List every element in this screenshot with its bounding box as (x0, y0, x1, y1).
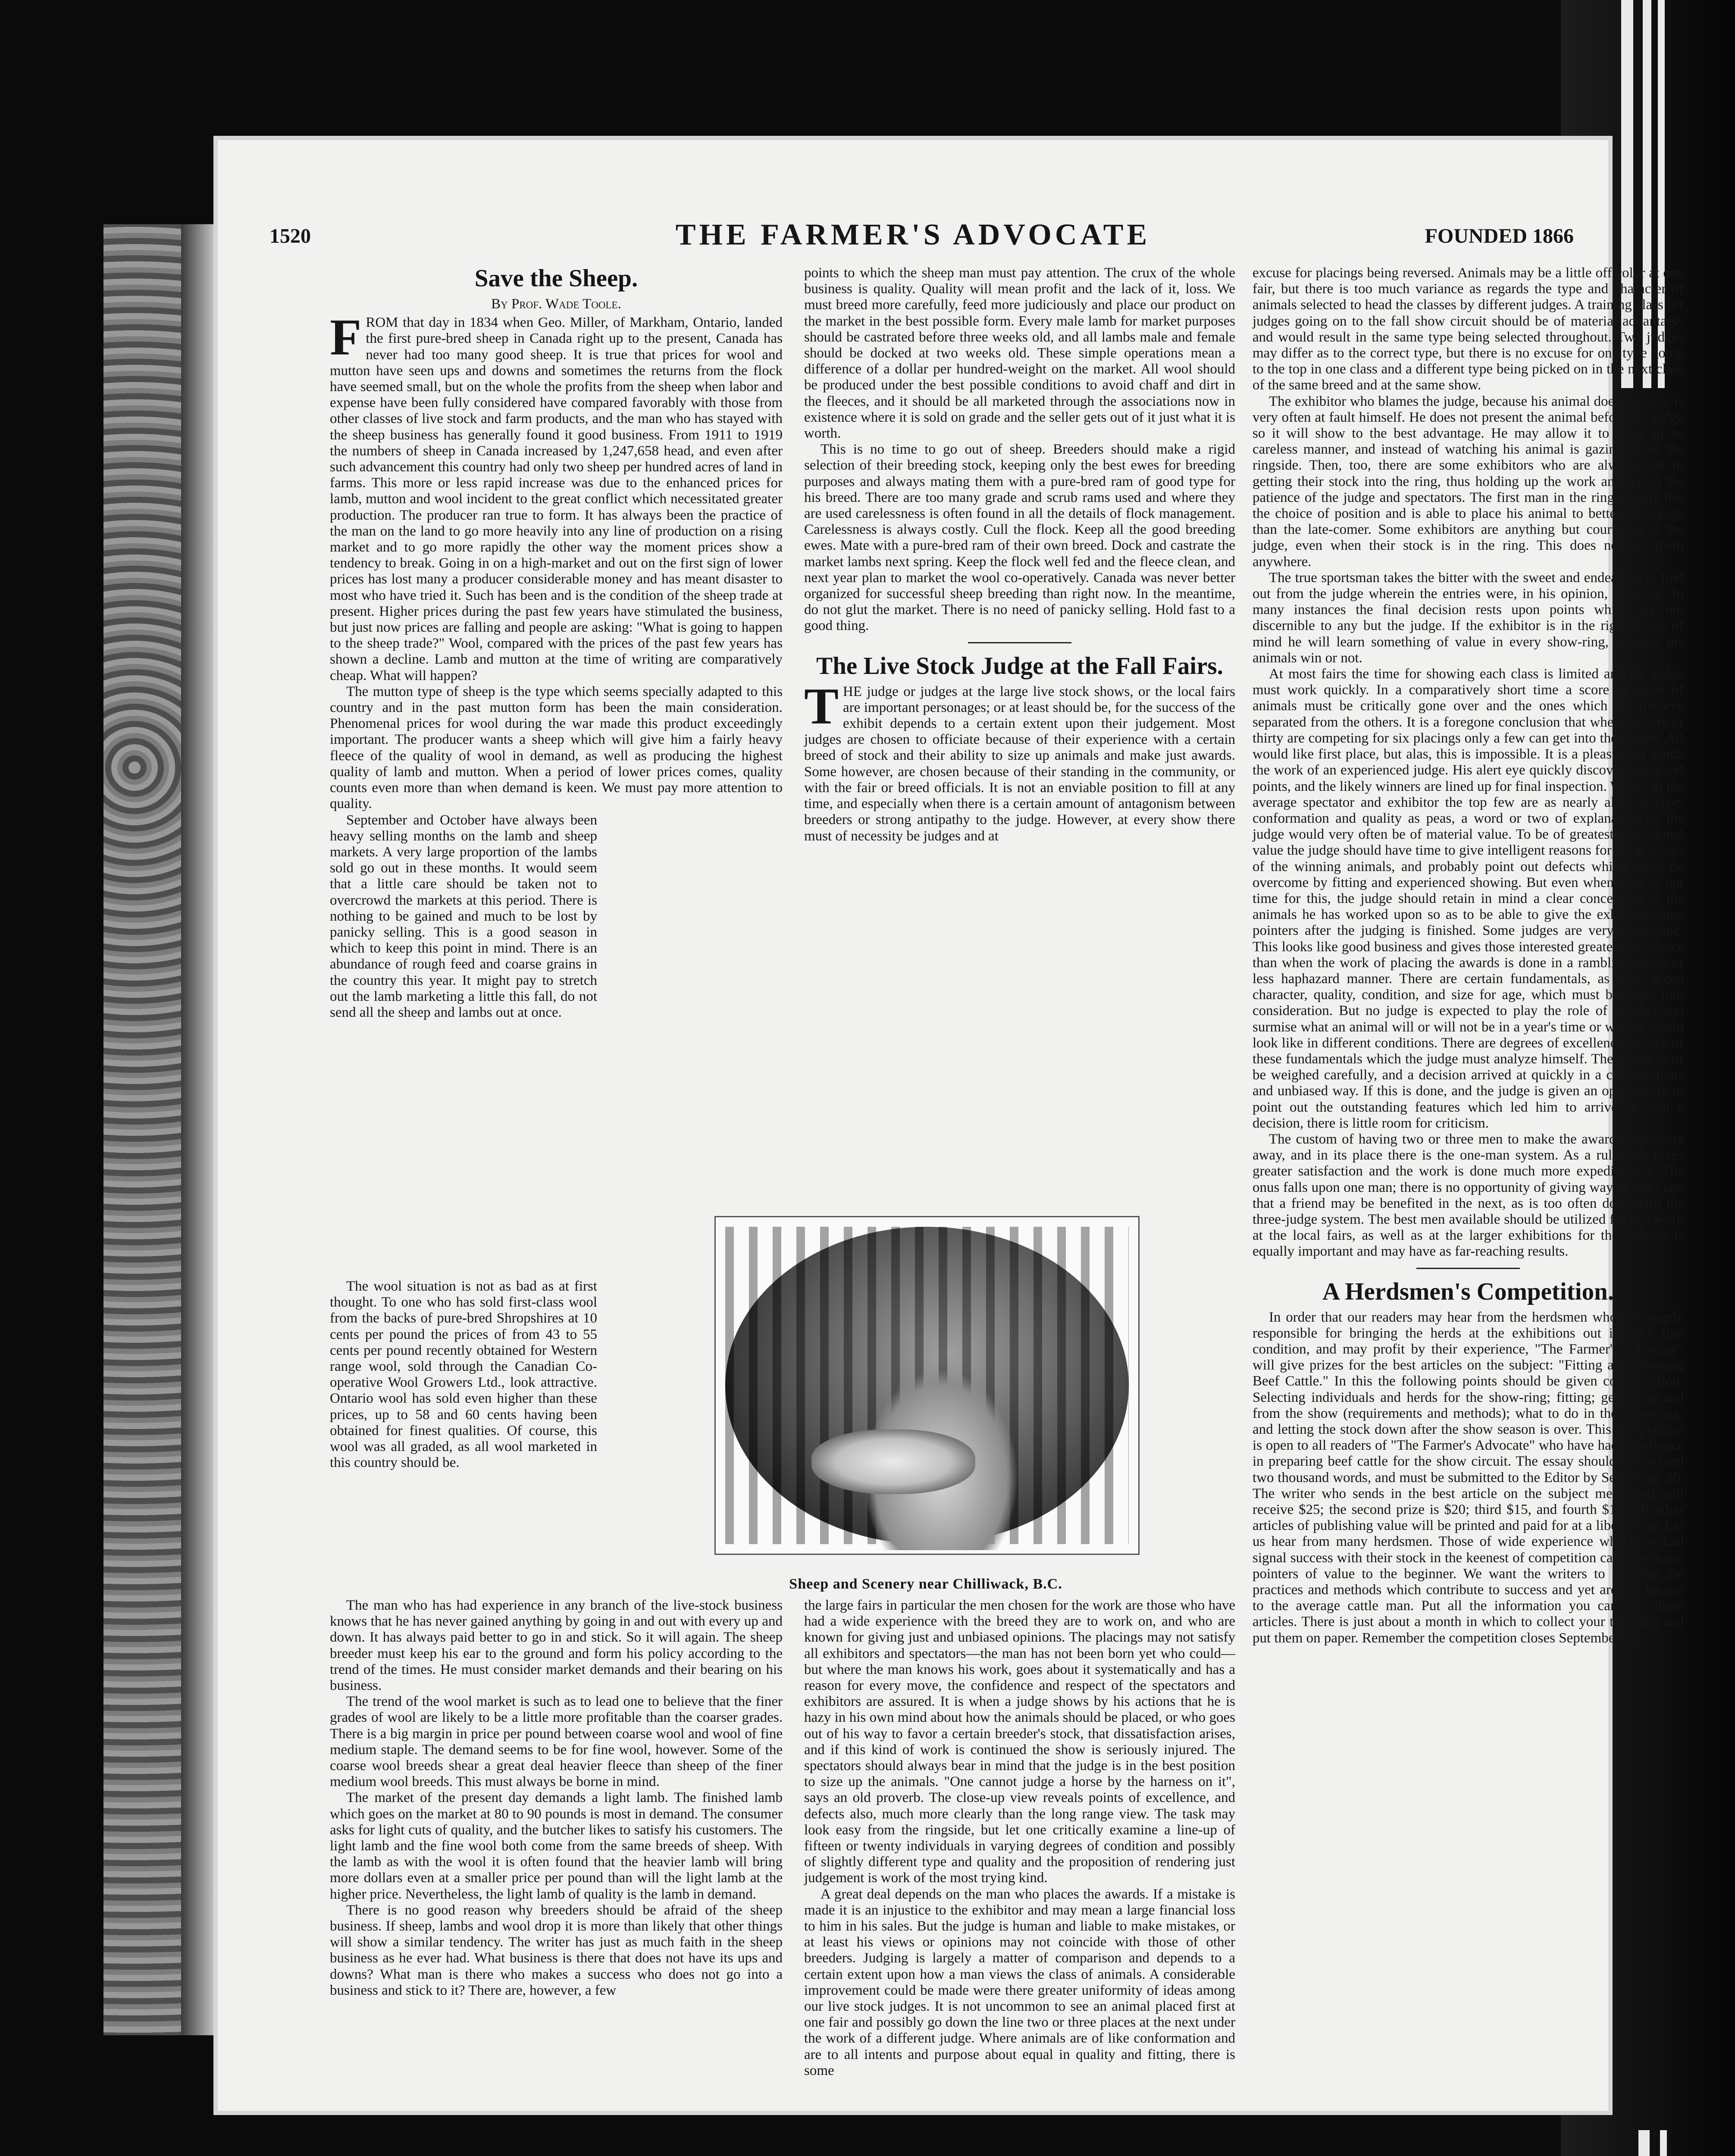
article-paragraph: the large fairs in particular the men chosen for the work are those who have had a wide experience with the breed they are to work on, and who are known for giving just and unbiased opinions. The placings may not satisfy all exhibitors and spectators—the man has not been born yet who could—but where the man knows his work, goes about it systematically and has a reason for every move, the confidence and respect of the spectators and exhibitors are assured. It is when a judge shows by his actions that he is hazy in his own mind about how the animals should be placed, or who goes out of his way to favor a certain breeder's stock, that dissatisfaction arises, and if this kind of work is continued the show is seriously injured. The spectators should always bear in mind that the judge is in the best position to size up the animals. "One cannot judge a horse by the harness on it", says an old proverb. The close-up view reveals points of excellence, and defects also, much more clearly than the long range view. The task may look easy from the ringside, but let one critically examine a line-up of fifteen or twenty individuals in varying degrees of condition and possibly of slightly different type and quality and the proposition of rendering just judgement is work of the most trying kind. (804, 1598, 1235, 1886)
article-paragraph: There is no good reason why breeders should be afraid of the sheep business. If sheep, lambs and wool drop it is more than likely that other things will show a similar tendency. The writer has just as much faith in the sheep business as he ever had. What business is there that does not have its ups and downs? What man is there who makes a success who does not go into a business and stick to it? There are, however, a few (330, 1902, 783, 1998)
scan-strip (1638, 2130, 1650, 2156)
book-hinge (181, 224, 219, 2035)
sheep-photo (714, 1216, 1140, 1555)
article-title-herdsmens-competition: A Herdsmen's Competition. (1322, 1278, 1614, 1305)
drop-cap: T (804, 677, 839, 735)
article-paragraph: The true sportsman takes the bitter with the sweet and endeavors to find out from the judge wherein the entries were, in his opinion, deficient. In many instances the final decision rests upon points which are not discernible to any but the judge. If the exhibitor is in the right frame of mind he will learn something of value in every show-ring, whether his animals win or not. (1253, 570, 1684, 666)
article-title-live-stock-judge: The Live Stock Judge at the Fall Fairs. (816, 652, 1223, 680)
oval-photo-frame (725, 1227, 1129, 1544)
page-number: 1520 (269, 225, 311, 248)
byline: By Prof. Wade Toole. (491, 296, 621, 312)
article-paragraph: points to which the sheep man must pay attention. The crux of the whole business is quality. Quality will mean profit and the lack of it, loss. We must breed more carefully, feed more judiciously and place our product on the market in the best possible form. Every male lamb for market purposes should be castrated before three weeks old, and all lambs male and female should be docked at two weeks old. These simple operations mean a difference of a dollar per hundred-weight on the market. All wool should be produced under the best possible conditions to avoid chaff and dirt in the fleeces, and it should be all marketed through the associations now in existence where it is sold on grade and the seller gets out of it just what it is worth. (804, 265, 1235, 442)
article-paragraph: excuse for placings being reversed. Animals may be a little off color at one fair, but there is too much variance as regards the type and character of animals selected to head the classes by different judges. A training class for judges going on to the fall show circuit should be of material advantage, and would result in the same type being selected throughout. Two judges may differ as to the correct type, but there is no excuse for one type going to the top in one class and a different type being picked on in the next class of the same breed and at the same show. (1253, 265, 1684, 393)
newspaper-page (218, 140, 1684, 2111)
page-header (218, 140, 1608, 251)
founded-line: FOUNDED 1866 (1425, 225, 1574, 248)
section-divider (968, 642, 1071, 643)
column-1-narrow (330, 1279, 597, 1471)
column-1-lower (330, 1598, 783, 1999)
photo-caption: Sheep and Scenery near Chilliwack, B.C. (789, 1576, 1062, 1592)
column-2-lower (804, 1598, 1235, 2079)
article-title-save-the-sheep: Save the Sheep. (474, 265, 638, 292)
article-paragraph: This is no time to go out of sheep. Breeders should make a rigid selection of their breeding stock, keeping only the best ewes for breeding purposes and always mating them with a pure-bred ram of good type for his breed. There are too many grade and scrub rams used and where they are used carelessness is often found in all the details of flock management. Carelessness is always costly. Cull the flock. Keep all the good breeding ewes. Mate with a pure-bred ram of their own breed. Dock and castrate the market lambs next spring. Keep the flock well fed and the fleece clean, and next year plan to market the wool co-operatively. Canada was never better organized for successful sheep breeding than right now. In the meantime, do not glut the market. There is no need of panicky selling. Hold fast to a good thing. (804, 442, 1235, 634)
article-paragraph: The exhibitor who blames the judge, because his animal does not win, is very often at fault himself. He does not present the animal before the judge so it will show to the best advantage. He may allow it to stand in an careless manner, and instead of watching his animal is gazing about the ringside. Then, too, there are some exhibitors who are always late in getting their stock into the ring, thus holding up the work and trying the patience of the judge and spectators. The first man in the ring usually has the choice of position and is able to place his animal to better advantage than the late-comer. Some exhibitors are anything but courteous to the judge, even when their stock is in the ring. This does not get them anywhere. (1253, 393, 1684, 570)
article-paragraph: In order that our readers may hear from the herdsmen who are largely responsible for bringing the herds at the exhibitions out in such fine condition, and may profit by their experience, "The Farmer's Advocate" will give prizes for the best articles on the subject: "Fitting and Showing Beef Cattle." In this the following points should be given consideration: Selecting individuals and herds for the show-ring; fitting; getting to and from the show (requirements and methods); what to do in the show-ring, and letting the stock down after the show season is over. This competition is open to all readers of "The Farmer's Advocate" who have had experience in preparing beef cattle for the show circuit. The essay should not exceed two thousand words, and must be submitted to the Editor by September 30. The writer who sends in the best article on the subject mentioned will receive $25; the second prize is $20; third $15, and fourth $10. All other articles of publishing value will be printed and paid for at a liberal rate. Let us hear from many herdsmen. Those of wide experience who have had signal success with their stock in the keenest of competition can give many pointers of value to the beginner. We want the writers to describe the practices and methods which contribute to success and yet are not known to the average cattle man. Put all the information you can into these articles. There is just about a month in which to collect your thoughts and put them on paper. Remember the competition closes September 30. (1253, 1309, 1684, 1646)
article-paragraph: The market of the present day demands a light lamb. The finished lamb which goes on the market at 80 to 90 pounds is most in demand. The consumer asks for light cuts of quality, and the butcher likes to satisfy his customers. The light lamb and the fine wool both come from the same breeds of sheep. With the lamb as with the wool it is often found that the heavier lamb will bring more dollars even at a smaller price per pound than will the light lamb at the higher price. Nevertheless, the light lamb of quality is the lamb in demand. (330, 1790, 783, 1902)
column-2 (804, 265, 1235, 844)
column-1 (330, 265, 783, 1021)
book-binding (103, 224, 181, 2035)
column-3 (1253, 265, 1684, 1646)
scan-strip (1660, 2130, 1667, 2156)
article-paragraph: At most fairs the time for showing each class is limited and the judge must work quickly. In a comparatively short time a score or more of animals must be critically gone over and the ones which fill the eye separated from the others. It is a foregone conclusion that where twenty or thirty are competing for six placings only a few can get into the money. All would like first place, but alas, this is impossible. It is a pleasure to watch the work of an experienced judge. His alert eye quickly discovers the good points, and the likely winners are lined up for final inspection. Where to the average spectator and exhibitor the top few are as nearly alike in type, conformation and quality as peas, a word or two of explanation by the judge would very often be of material value. To be of greatest educational value the judge should have time to give intelligent reasons for the placings of the winning animals, and probably point out defects which could be overcome by fitting and experienced showing. But even when there is not time for this, the judge should retain in mind a clear conception of the animals he has worked upon so as to be able to give the exhibitor some pointers after the judging is finished. Some judges are very systematic. This looks like good business and gives those interested greater confidence than when the work of placing the awards is done in a rambling, more or less haphazard manner. There are certain fundamentals, as type, breed character, quality, condition, and size for age, which must be taken into consideration. But no judge is expected to play the role of prophet and surmise what an animal will or will not be in a year's time or what it would look like in different conditions. There are degrees of excellence in each of these fundamentals which the judge must analyze himself. The points must be weighed carefully, and a decision arrived at quickly in a conscientious and unbiased way. If this is done, and the judge is given an opportunity to point out the outstanding features which led him to arrive at such a decision, there is little room for criticism. (1253, 666, 1684, 1131)
article-paragraph: A great deal depends on the man who places the awards. If a mistake is made it is an injustice to the exhibitor and may mean a large financial loss to him in his sales. But the judge is human and liable to make mistakes, or at least his views or opinions may not coincide with those of other breeders. Judging is largely a matter of comparison and depends to a certain extent upon how a man views the class of animals. A considerable improvement could be made were there greater uniformity of ideas among our live stock judges. It is not uncommon to see an animal placed first at one fair and possibly go down the line two or three places at the next under the work of a different judge. Where animals are of like conformation and are to all intents and purpose about equal in quality and fitting, there is some (804, 1886, 1235, 2078)
article-paragraph: The mutton type of sheep is the type which seems specially adapted to this country and in the past mutton form has been the main consideration. Phenomenal prices for wool during the war made this product exceedingly important. The producer wants a sheep which will give him a fairly heavy fleece of the quality of wool in demand, as well as producing the highest quality of lamb and mutton. When a period of lower prices comes, quality counts even more than when demand is keen. We must pay more attention to quality. (330, 683, 783, 812)
article-paragraph: The man who has had experience in any branch of the live-stock business knows that he has never gained anything by going in and out with every up and down. It has always paid better to go in and stick. So it will again. The sheep breeder must keep his ear to the ground and form his policy according to the trend of the times. He must consider market demands and their bearing on his business. (330, 1598, 783, 1694)
article-paragraph: The trend of the wool market is such as to lead one to believe that the finer grades of wool are likely to be a little more profitable than the coarser grades. There is a big margin in price per pound between coarse wool and wool of fine medium staple. The demand seems to be for fine wool, however. Some of the coarse wool breeds shear a great deal heavier fleece than sheep of the finer medium wool breeds. This must always be borne in mind. (330, 1694, 783, 1790)
drop-cap: F (330, 308, 362, 366)
article-paragraph: FROM that day in 1834 when Geo. Miller, of Markham, Ontario, landed the first pure-bred sheep in Canada right up to the present, Canada has never had too many good sheep. It is true that prices for wool and mutton have seen ups and downs and sometimes the returns from the flock have seemed small, but on the whole the profits from the sheep when labor and expense have been fully considered have compared favorably with those from other classes of live stock and farm products, and the man who has stayed with the sheep business has generally found it good business. From 1911 to 1919 the numbers of sheep in Canada increased by 1,247,658 head, and even after such advancement this country had only two sheep per hundred acres of land in farms. This more or less rapid increase was due to the enhanced prices for lamb, mutton and wool incident to the great conflict which necessitated greater production. The producer ran true to form. It has always been the practice of the man on the land to go more heavily into any line of production on a rising market and to go more rapidly the other way the moment prices show a tendency to break. Going in on a high-market and out on the first sign of lower prices has lost many a producer considerable money and has meant disaster to most who have tried it. Such has been and is the condition of the sheep trade at present. Higher prices during the past few years have stimulated the business, but just now prices are falling and people are asking: "What is going to happen to the sheep trade?" Wool, compared with the prices of the past few years has shown a decline. Lamb and mutton at the time of writing are comparatively cheap. What will happen? (330, 308, 783, 683)
masthead: THE FARMER'S ADVOCATE (675, 218, 1151, 251)
article-paragraph: September and October have always been heavy selling months on the lamb and sheep markets. A very large proportion of the lambs sold go out in these months. It would seem that a little care should be taken not to overcrowd the markets at this period. There is nothing to be gained and much to be lost by panicky selling. This is a good season in which to keep this point in mind. There is an abundance of rough feed and coarse grains in the country this year. It might pay to stretch out the lamb marketing a little this fall, do not send all the sheep and lambs out at once. (330, 812, 597, 1020)
article-paragraph: The custom of having two or three men to make the awards is passing away, and in its place there is the one-man system. As a rule, this gives greater satisfaction and the work is done much more expeditiously. The onus falls upon one man; there is no opportunity of giving way in one class that a friend may be benefited in the next, as is too often done with the three-judge system. The best men available should be utilized for this work at the local fairs, as well as at the larger exhibitions for the judging is equally important and may have as far-reaching results. (1253, 1131, 1684, 1260)
section-divider (1416, 1268, 1520, 1269)
article-paragraph: THE judge or judges at the large live stock shows, or the local fairs are important personages; or at least should be, for the success of the exhibit depends to a certain extent upon their judgement. Most judges are chosen to officiate because of their experience with a certain breed of stock and their ability to size up animals and make just awards. Some however, are chosen because of their standing in the community, or with the fair or breed officials. It is not an enviable position to fill at any time, and especially when there is a certain amount of antagonism between breeders or strong antipathy to the judge. However, at every show there must of necessity be judges and at (804, 677, 1235, 844)
article-paragraph: The wool situation is not as bad as at first thought. To one who has sold first-class wool from the backs of pure-bred Shropshires at 10 cents per pound the prices of from 43 to 55 cents per pound recently obtained for Western range wool, sold through the Canadian Co-operative Wool Growers Ltd., look attractive. Ontario wool has sold even higher than these prices, up to 58 and 60 cents having been obtained for finest qualities. Of course, this wool was all graded, as all wool marketed in this country should be. (330, 1279, 597, 1471)
sheep-flock-illustration (811, 1429, 975, 1494)
